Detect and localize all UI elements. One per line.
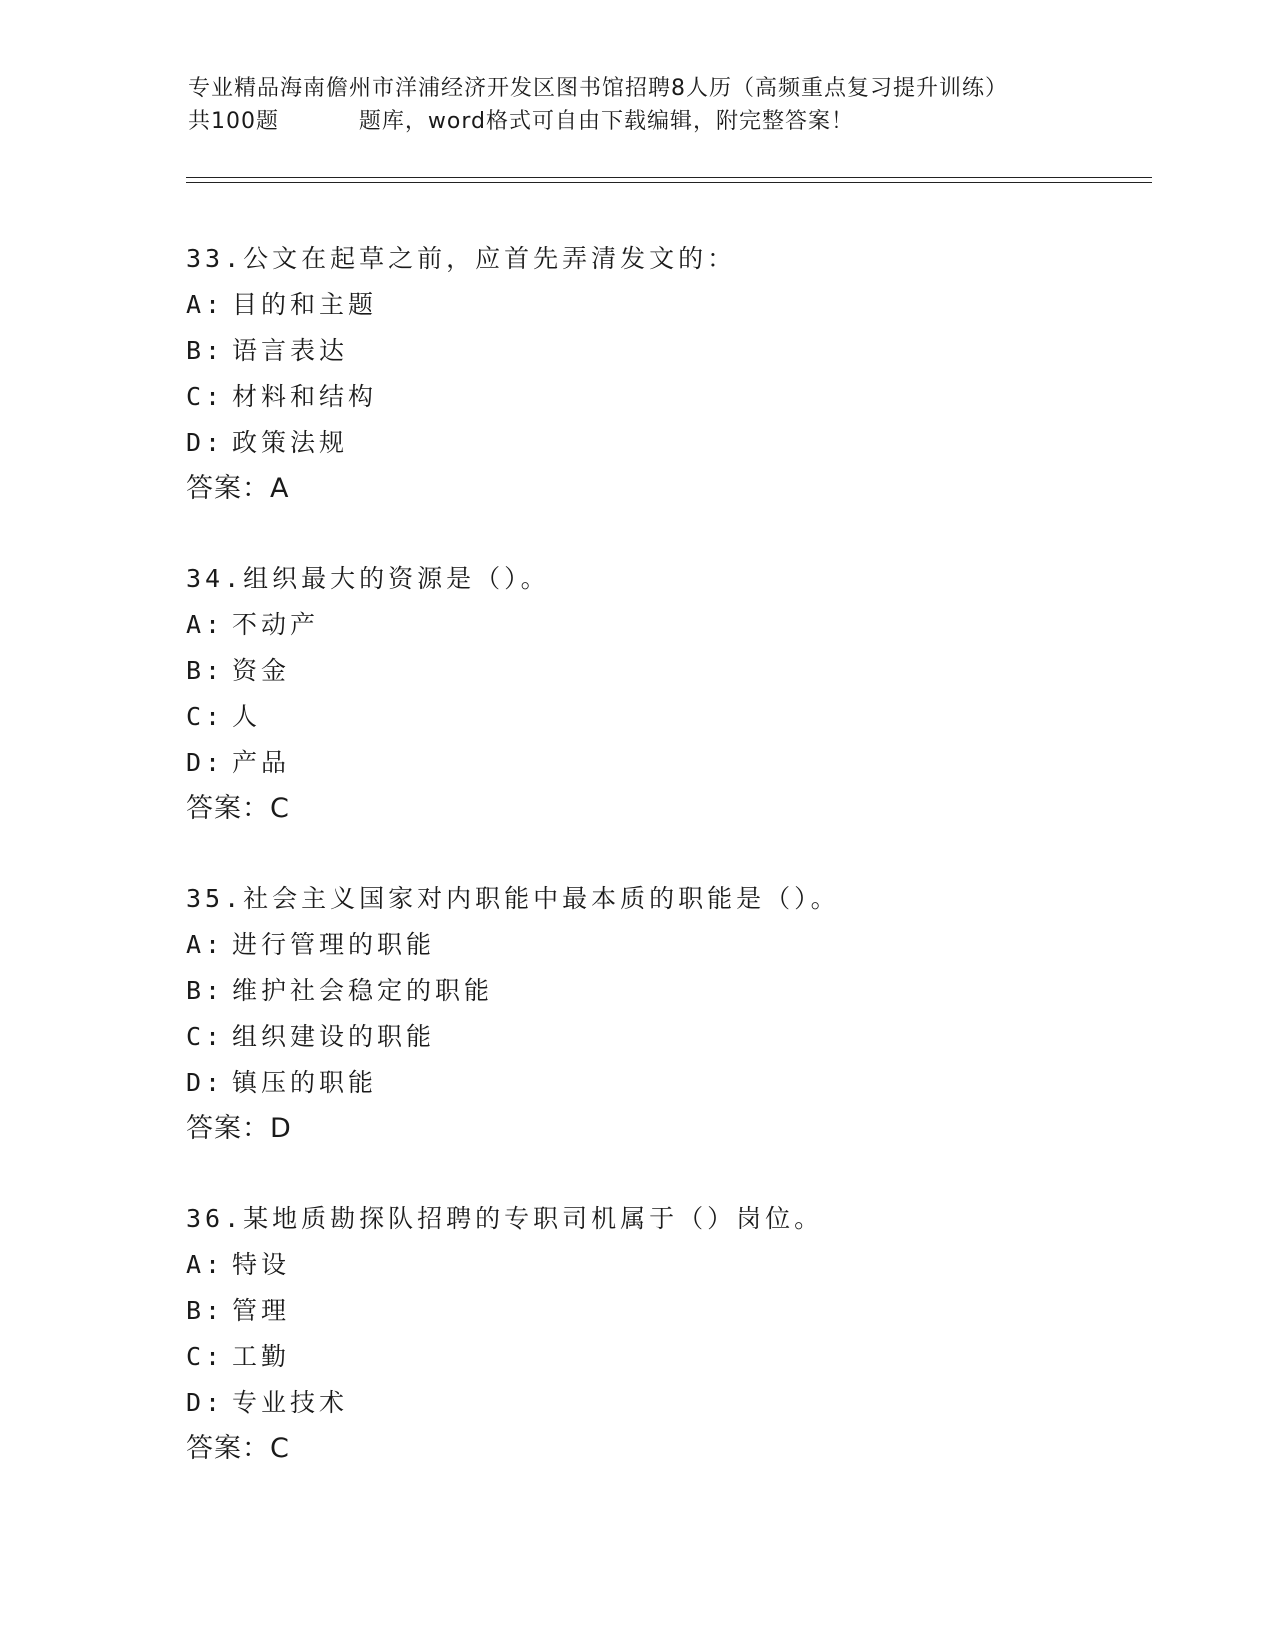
question-stem: 35.社会主义国家对内职能中最本质的职能是（）。 — [186, 884, 840, 913]
answer-line: 答案：A — [186, 473, 290, 504]
question-item — [186, 556, 1166, 876]
option-d — [186, 420, 1166, 466]
option-text: 政策法规 — [232, 428, 349, 457]
option-a — [186, 1242, 1166, 1288]
option-c — [186, 374, 1166, 420]
option-d — [186, 1380, 1166, 1426]
option-text: 组织建设的职能 — [232, 1022, 436, 1051]
option-b — [186, 328, 1166, 374]
option-key: D: — [186, 1068, 225, 1097]
answer-line: 答案：D — [186, 1113, 292, 1144]
option-key: C: — [186, 382, 225, 411]
option-text: 材料和结构 — [232, 382, 378, 411]
option-key: C: — [186, 702, 225, 731]
option-key: A: — [186, 930, 225, 959]
option-text: 产品 — [232, 748, 291, 777]
header-divider-bottom — [186, 182, 1152, 183]
answer-line: 答案：C — [186, 793, 290, 824]
option-c — [186, 694, 1166, 740]
option-key: B: — [186, 1296, 225, 1325]
option-b — [186, 1288, 1166, 1334]
document-subtitle: 共100题 题库，word格式可自由下载编辑，附完整答案！ — [188, 109, 855, 134]
option-text: 进行管理的职能 — [232, 930, 436, 959]
option-text: 工勤 — [232, 1342, 291, 1371]
option-key: C: — [186, 1342, 225, 1371]
option-text: 不动产 — [232, 610, 320, 639]
option-b — [186, 968, 1166, 1014]
answer-line: 答案：C — [186, 1433, 290, 1464]
question-list — [186, 236, 1166, 1516]
header-divider-top — [186, 177, 1152, 178]
document-header — [188, 72, 1148, 138]
question-item — [186, 1196, 1166, 1516]
option-text: 镇压的职能 — [232, 1068, 378, 1097]
option-key: B: — [186, 656, 225, 685]
option-text: 语言表达 — [232, 336, 349, 365]
option-key: B: — [186, 336, 225, 365]
option-text: 目的和主题 — [232, 290, 378, 319]
option-key: D: — [186, 748, 225, 777]
option-c — [186, 1014, 1166, 1060]
question-stem: 36.某地质勘探队招聘的专职司机属于（）岗位。 — [186, 1204, 824, 1233]
option-a — [186, 602, 1166, 648]
option-c — [186, 1334, 1166, 1380]
option-key: D: — [186, 428, 225, 457]
question-stem: 34.组织最大的资源是（）。 — [186, 564, 550, 593]
option-key: B: — [186, 976, 225, 1005]
document-title: 专业精品海南儋州市洋浦经济开发区图书馆招聘8人历（高频重点复习提升训练） — [188, 76, 1008, 101]
option-key: D: — [186, 1388, 225, 1417]
question-item — [186, 876, 1166, 1196]
option-text: 专业技术 — [232, 1388, 349, 1417]
option-d — [186, 1060, 1166, 1106]
question-item — [186, 236, 1166, 556]
option-b — [186, 648, 1166, 694]
question-stem: 33.公文在起草之前，应首先弄清发文的： — [186, 244, 737, 273]
option-text: 维护社会稳定的职能 — [232, 976, 494, 1005]
option-text: 管理 — [232, 1296, 291, 1325]
option-text: 资金 — [232, 656, 291, 685]
option-a — [186, 922, 1166, 968]
option-text: 人 — [232, 702, 262, 731]
option-d — [186, 740, 1166, 786]
option-text: 特设 — [232, 1250, 291, 1279]
option-key: A: — [186, 1250, 225, 1279]
option-key: C: — [186, 1022, 225, 1051]
option-a — [186, 282, 1166, 328]
option-key: A: — [186, 290, 225, 319]
option-key: A: — [186, 610, 225, 639]
